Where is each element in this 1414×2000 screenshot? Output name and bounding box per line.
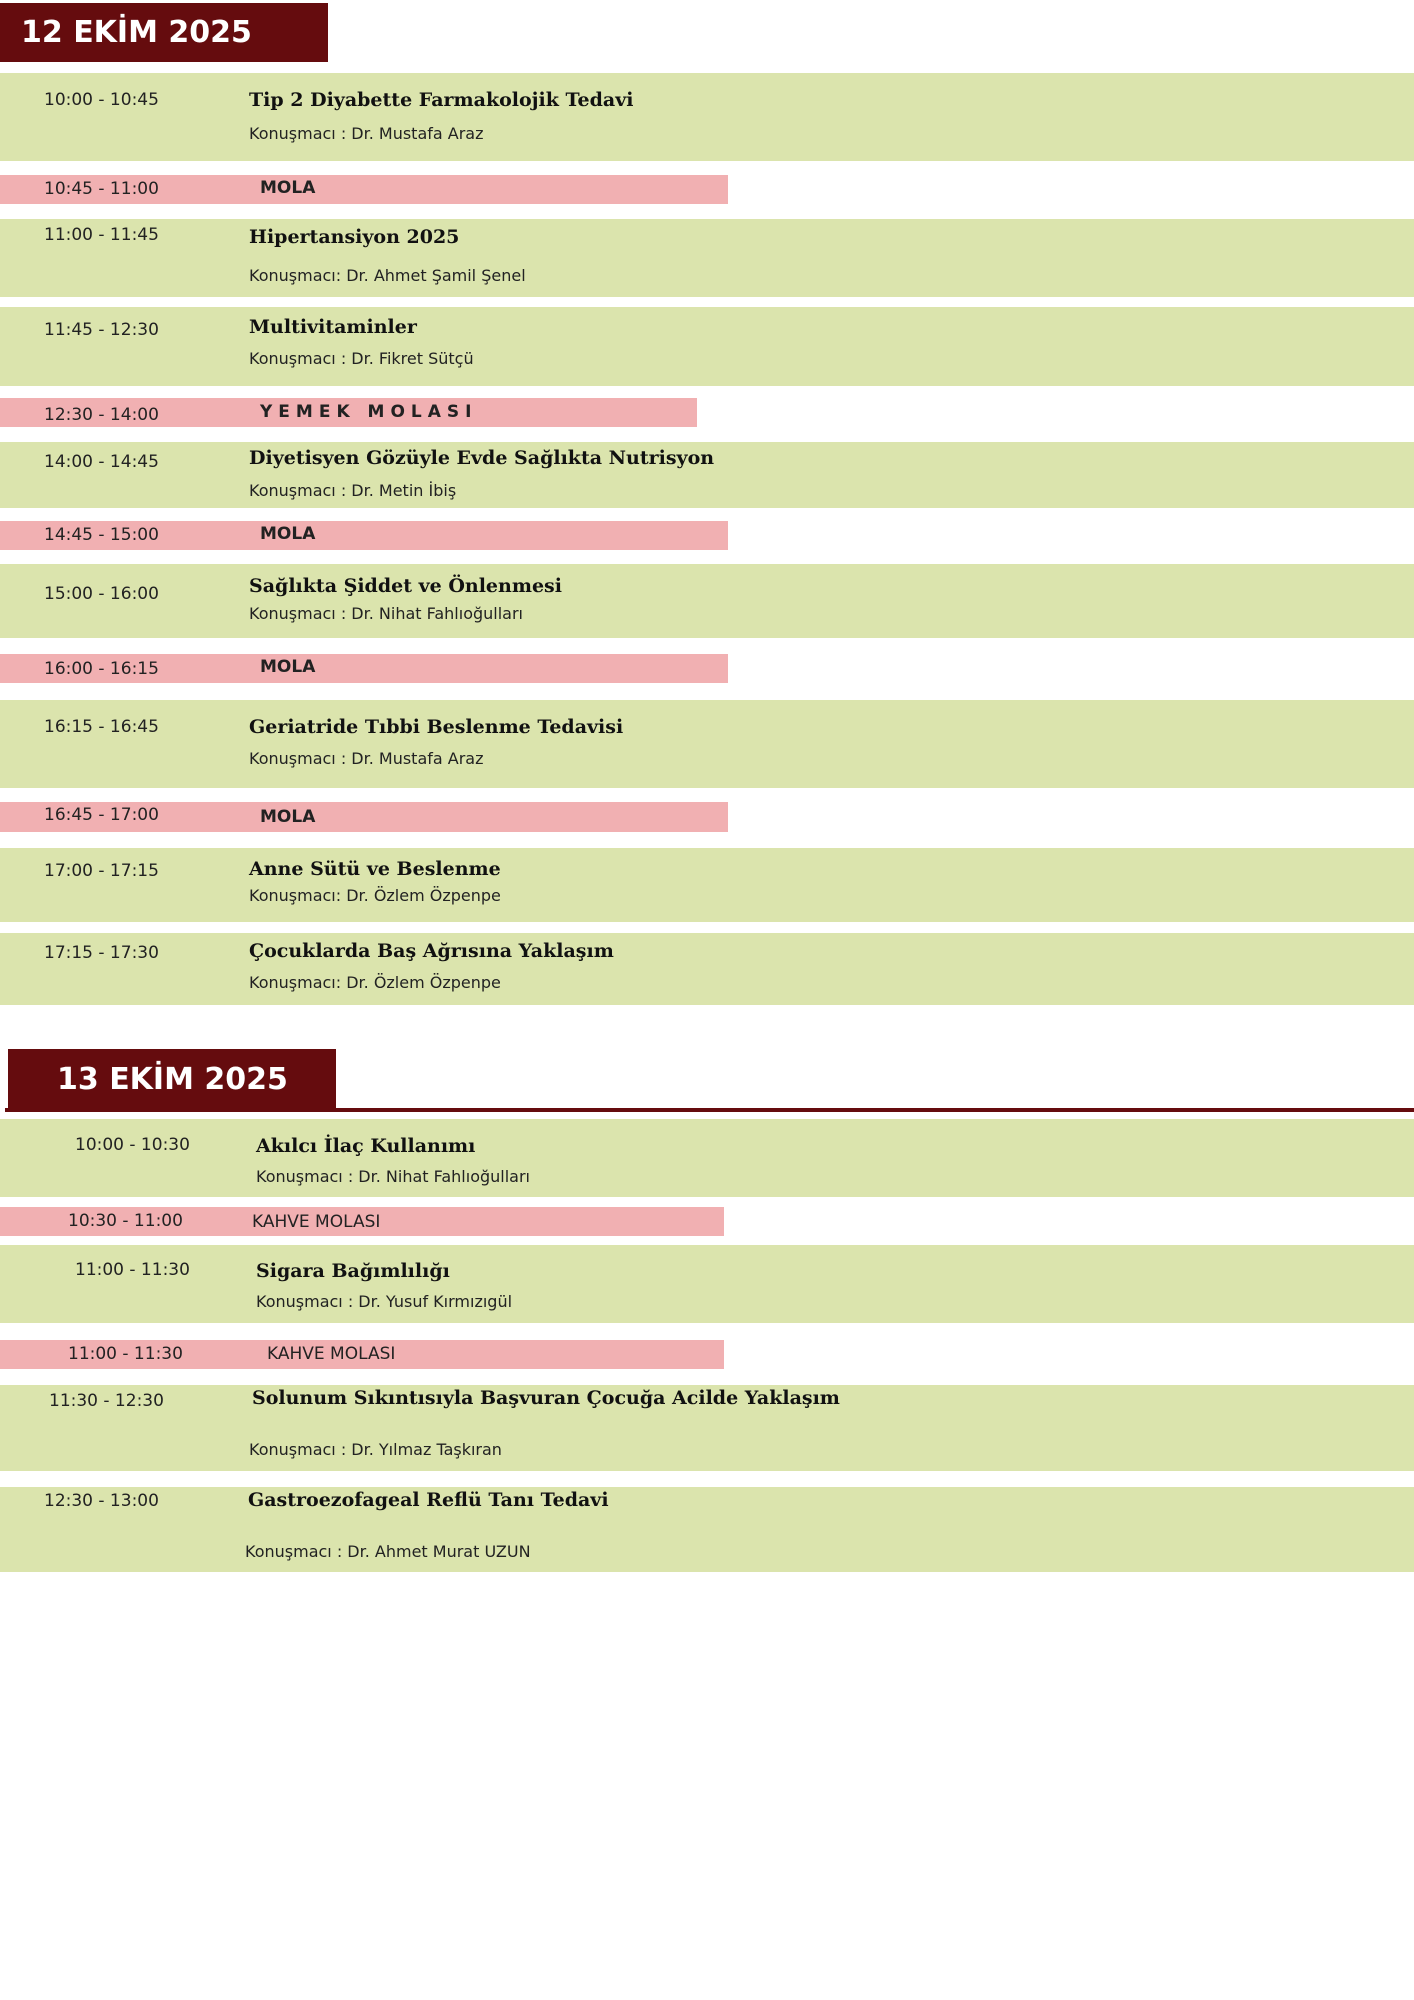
session-speaker: Konuşmacı: Dr. Özlem Özpenpe [249, 886, 501, 905]
session-speaker: Konuşmacı: Dr. Özlem Özpenpe [249, 973, 501, 992]
day-header [0, 3, 328, 62]
session-title: Akılcı İlaç Kullanımı [256, 1135, 476, 1157]
session-title: Sağlıkta Şiddet ve Önlenmesi [249, 575, 562, 597]
session-time: 17:00 - 17:15 [44, 861, 159, 881]
session-speaker: Konuşmacı : Dr. Ahmet Murat UZUN [245, 1542, 531, 1561]
session-time: 10:00 - 10:30 [75, 1135, 190, 1155]
session-time: 10:00 - 10:45 [44, 90, 159, 110]
session-row [0, 1487, 1414, 1572]
divider [5, 1108, 1414, 1112]
break-time: 16:00 - 16:15 [44, 659, 159, 679]
break-time: 10:45 - 11:00 [44, 179, 159, 199]
session-speaker: Konuşmacı: Dr. Ahmet Şamil Şenel [249, 266, 526, 285]
session-title: Çocuklarda Baş Ağrısına Yaklaşım [249, 940, 614, 962]
session-row [0, 1245, 1414, 1323]
break-label: MOLA [260, 524, 316, 544]
session-speaker: Konuşmacı : Dr. Nihat Fahlıoğulları [256, 1167, 530, 1186]
break-time: 14:45 - 15:00 [44, 525, 159, 545]
session-time: 11:00 - 11:45 [44, 225, 159, 245]
session-time: 11:30 - 12:30 [49, 1391, 164, 1411]
break-label: YEMEK MOLASI [260, 402, 478, 422]
break-label: MOLA [260, 807, 316, 827]
session-row [0, 219, 1414, 297]
session-title: Hipertansiyon 2025 [249, 226, 460, 248]
session-row [0, 1119, 1414, 1197]
session-time: 11:45 - 12:30 [44, 320, 159, 340]
session-title: Tip 2 Diyabette Farmakolojik Tedavi [249, 89, 634, 111]
session-speaker: Konuşmacı : Dr. Fikret Sütçü [249, 349, 474, 368]
break-label: KAHVE MOLASI [267, 1344, 396, 1364]
break-label: MOLA [260, 657, 316, 677]
session-row [0, 564, 1414, 638]
session-row [0, 700, 1414, 788]
session-row [0, 73, 1414, 161]
session-title: Diyetisyen Gözüyle Evde Sağlıkta Nutrisyon [249, 447, 715, 469]
session-title: Geriatride Tıbbi Beslenme Tedavisi [249, 716, 624, 738]
session-row [0, 848, 1414, 922]
break-time: 12:30 - 14:00 [44, 405, 159, 425]
session-time: 11:00 - 11:30 [75, 1260, 190, 1280]
session-speaker: Konuşmacı : Dr. Metin İbiş [249, 481, 457, 500]
session-time: 14:00 - 14:45 [44, 452, 159, 472]
break-label: KAHVE MOLASI [252, 1212, 381, 1232]
session-time: 16:15 - 16:45 [44, 717, 159, 737]
session-title: Anne Sütü ve Beslenme [249, 858, 501, 880]
break-time: 10:30 - 11:00 [68, 1211, 183, 1231]
break-label: MOLA [260, 178, 316, 198]
session-speaker: Konuşmacı : Dr. Yılmaz Taşkıran [249, 1440, 502, 1459]
day-header-text: 12 EKİM 2025 [21, 15, 252, 50]
session-speaker: Konuşmacı : Dr. Yusuf Kırmızıgül [256, 1292, 513, 1311]
session-time: 17:15 - 17:30 [44, 943, 159, 963]
session-speaker: Konuşmacı : Dr. Nihat Fahlıoğulları [249, 604, 523, 623]
session-speaker: Konuşmacı : Dr. Mustafa Araz [249, 124, 484, 143]
break-time: 16:45 - 17:00 [44, 805, 159, 825]
session-speaker: Konuşmacı : Dr. Mustafa Araz [249, 749, 484, 768]
session-row [0, 933, 1414, 1005]
session-row [0, 307, 1414, 386]
session-title: Solunum Sıkıntısıyla Başvuran Çocuğa Acilde Yaklaşım [252, 1387, 840, 1409]
session-time: 12:30 - 13:00 [44, 1491, 159, 1511]
session-time: 15:00 - 16:00 [44, 584, 159, 604]
day-header-text: 13 EKİM 2025 [57, 1062, 288, 1097]
day-header [8, 1049, 336, 1110]
session-title: Gastroezofageal Reflü Tanı Tedavi [248, 1489, 609, 1511]
session-title: Sigara Bağımlılığı [256, 1260, 450, 1282]
break-time: 11:00 - 11:30 [68, 1344, 183, 1364]
session-title: Multivitaminler [249, 316, 417, 338]
